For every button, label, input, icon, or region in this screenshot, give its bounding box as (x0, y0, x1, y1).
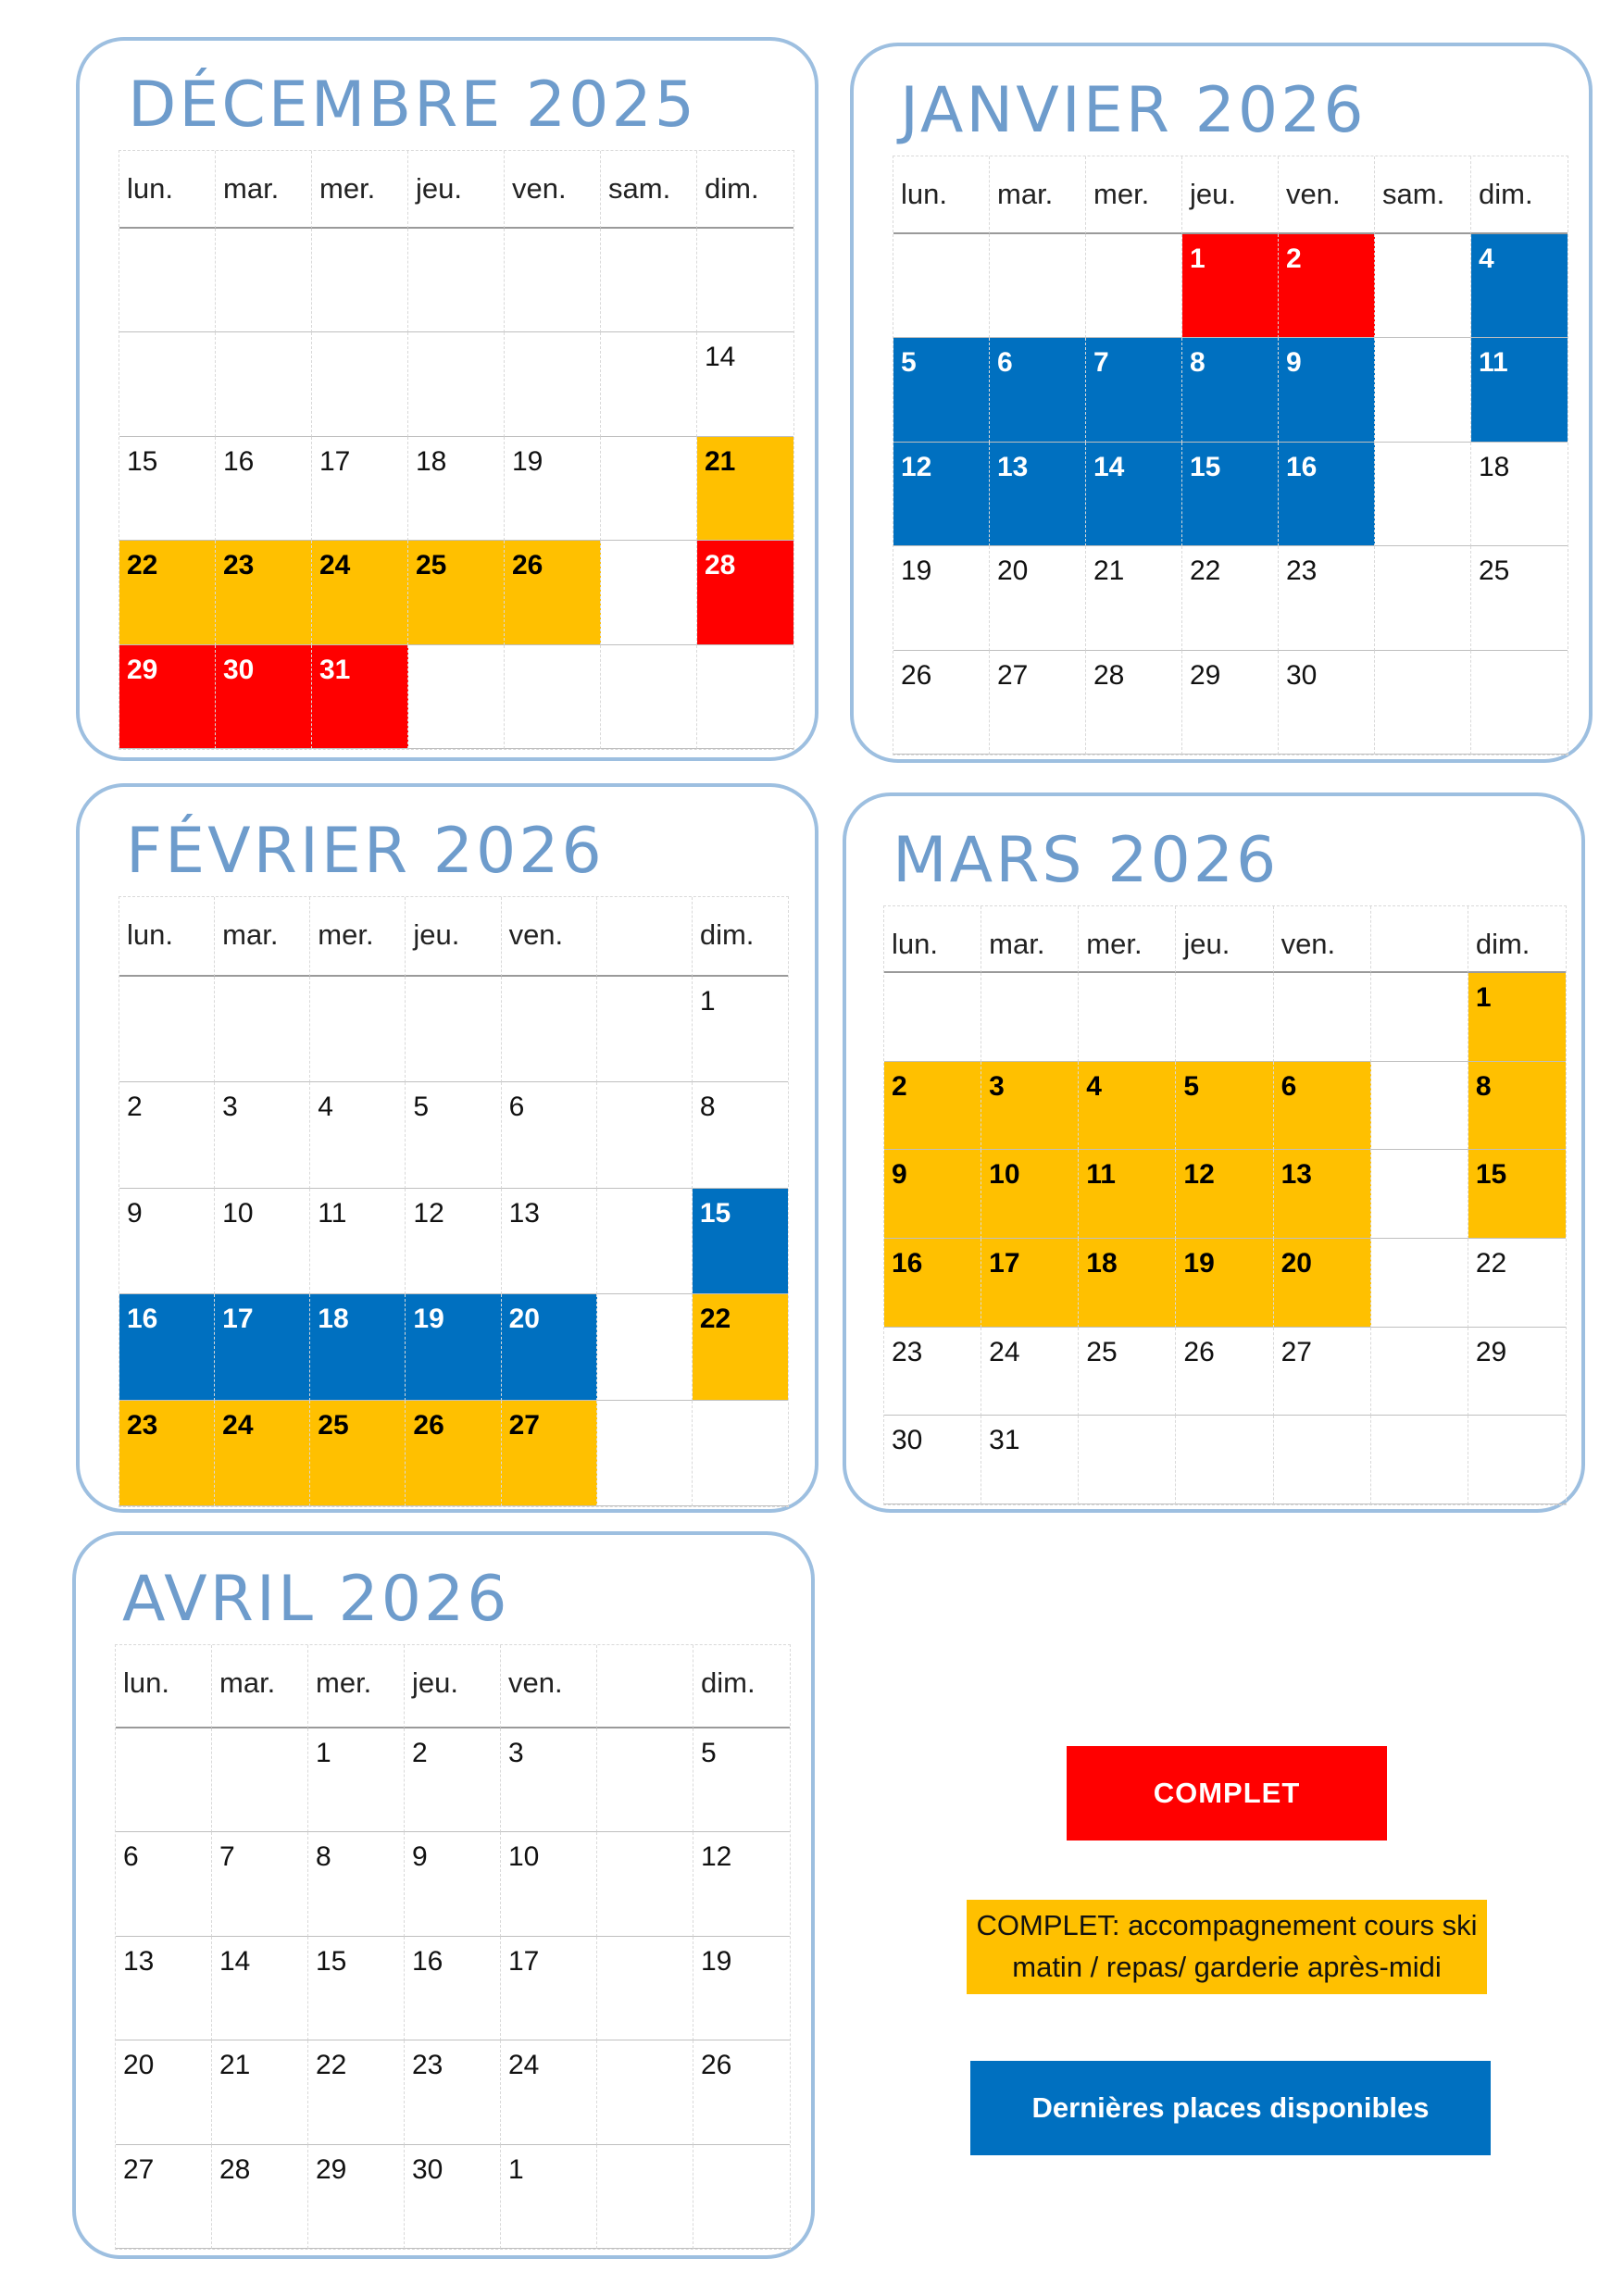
empty-day-cell (408, 229, 505, 332)
day-cell: 25 (408, 541, 505, 644)
day-cell: 18 (1079, 1239, 1176, 1328)
empty-day-cell (1375, 546, 1471, 650)
day-cell: 5 (406, 1082, 501, 1188)
day-cell: 26 (693, 2040, 790, 2144)
day-cell: 15 (119, 437, 216, 541)
empty-day-cell (116, 1728, 212, 1832)
day-cell: 19 (406, 1294, 501, 1400)
day-cell: 26 (893, 651, 990, 755)
day-cell: 2 (405, 1728, 501, 1832)
empty-day-cell (601, 437, 697, 541)
empty-day-cell (597, 1832, 693, 1936)
empty-day-cell (408, 645, 505, 749)
empty-day-cell (601, 541, 697, 644)
weekday-header: ven. (501, 1645, 597, 1728)
day-cell: 2 (884, 1062, 981, 1151)
weekday-header: mer. (312, 151, 408, 229)
day-cell: 13 (502, 1189, 597, 1294)
empty-day-cell (502, 977, 597, 1082)
empty-day-cell (119, 332, 216, 436)
day-cell: 5 (893, 338, 990, 442)
day-cell: 23 (119, 1401, 215, 1506)
day-cell: 4 (310, 1082, 406, 1188)
day-cell: 26 (406, 1401, 501, 1506)
day-cell: 30 (1279, 651, 1375, 755)
weekday-header: dim. (1468, 906, 1566, 973)
day-cell: 16 (1279, 443, 1375, 546)
day-cell: 16 (884, 1239, 981, 1328)
day-cell: 25 (310, 1401, 406, 1506)
day-cell: 19 (893, 546, 990, 650)
empty-day-cell (981, 973, 1079, 1062)
empty-day-cell (884, 973, 981, 1062)
empty-day-cell (597, 1937, 693, 2040)
day-cell: 17 (312, 437, 408, 541)
empty-day-cell (597, 2040, 693, 2144)
day-cell: 3 (215, 1082, 310, 1188)
day-cell: 11 (1079, 1150, 1176, 1239)
legend-complet-label: COMPLET (1153, 1777, 1301, 1809)
day-cell: 20 (116, 2040, 212, 2144)
day-cell: 29 (1182, 651, 1279, 755)
calendar-february-2026 (76, 783, 818, 1513)
day-cell: 22 (1182, 546, 1279, 650)
day-cell: 19 (505, 437, 601, 541)
empty-day-cell (119, 977, 215, 1082)
weekday-header (1371, 906, 1468, 973)
month-title: FÉVRIER 2026 (126, 815, 605, 888)
day-cell: 22 (1468, 1239, 1566, 1328)
empty-day-cell (597, 1082, 693, 1188)
day-cell: 30 (884, 1416, 981, 1504)
weekday-header: mer. (1086, 156, 1182, 234)
calendar-grid (115, 1644, 791, 2250)
weekday-header (597, 1645, 693, 1728)
empty-day-cell (1371, 1062, 1468, 1151)
empty-day-cell (693, 2145, 790, 2249)
day-cell: 17 (501, 1937, 597, 2040)
day-cell: 19 (1176, 1239, 1273, 1328)
day-cell: 22 (308, 2040, 405, 2144)
day-cell: 20 (502, 1294, 597, 1400)
day-cell: 28 (1086, 651, 1182, 755)
day-cell: 31 (312, 645, 408, 749)
empty-day-cell (505, 229, 601, 332)
empty-day-cell (697, 645, 793, 749)
day-cell: 18 (1471, 443, 1568, 546)
calendar-march-2026 (843, 792, 1585, 1513)
empty-day-cell (1079, 1416, 1176, 1504)
empty-day-cell (1176, 1416, 1273, 1504)
empty-day-cell (990, 234, 1086, 338)
day-cell: 8 (693, 1082, 788, 1188)
day-cell: 8 (1468, 1062, 1566, 1151)
empty-day-cell (312, 332, 408, 436)
day-cell: 23 (405, 2040, 501, 2144)
day-cell: 31 (981, 1416, 1079, 1504)
weekday-header: mar. (216, 151, 312, 229)
day-cell: 24 (215, 1401, 310, 1506)
weekday-header: ven. (505, 151, 601, 229)
weekday-header: ven. (1274, 906, 1371, 973)
day-cell: 16 (405, 1937, 501, 2040)
day-cell: 15 (1468, 1150, 1566, 1239)
weekday-header: dim. (693, 897, 788, 977)
day-cell: 6 (990, 338, 1086, 442)
day-cell: 6 (1274, 1062, 1371, 1151)
day-cell: 16 (119, 1294, 215, 1400)
empty-day-cell (119, 229, 216, 332)
day-cell: 21 (1086, 546, 1182, 650)
calendar-grid (893, 156, 1568, 755)
day-cell: 5 (693, 1728, 790, 1832)
weekday-header: lun. (119, 897, 215, 977)
empty-day-cell (1375, 651, 1471, 755)
day-cell: 19 (693, 1937, 790, 2040)
day-cell: 10 (981, 1150, 1079, 1239)
day-cell: 21 (212, 2040, 308, 2144)
empty-day-cell (1371, 1416, 1468, 1504)
weekday-header: dim. (697, 151, 793, 229)
empty-day-cell (1375, 234, 1471, 338)
day-cell: 14 (697, 332, 793, 436)
weekday-header: mer. (310, 897, 406, 977)
day-cell: 5 (1176, 1062, 1273, 1151)
weekday-header: sam. (1375, 156, 1471, 234)
empty-day-cell (693, 1401, 788, 1506)
empty-day-cell (597, 2145, 693, 2249)
day-cell: 18 (408, 437, 505, 541)
day-cell: 30 (405, 2145, 501, 2249)
calendar-grid (883, 905, 1567, 1505)
day-cell: 15 (308, 1937, 405, 2040)
empty-day-cell (597, 977, 693, 1082)
weekday-header: dim. (693, 1645, 790, 1728)
day-cell: 14 (1086, 443, 1182, 546)
day-cell: 27 (116, 2145, 212, 2249)
month-title: DÉCEMBRE 2025 (128, 69, 697, 142)
day-cell: 11 (1471, 338, 1568, 442)
month-title: MARS 2026 (893, 824, 1280, 897)
weekday-header: lun. (884, 906, 981, 973)
weekday-header: mar. (212, 1645, 308, 1728)
day-cell: 1 (308, 1728, 405, 1832)
weekday-header: jeu. (1182, 156, 1279, 234)
legend-partial-line2: matin / repas/ garderie après-midi (1012, 1951, 1442, 1983)
day-cell: 11 (310, 1189, 406, 1294)
day-cell: 7 (212, 1832, 308, 1936)
empty-day-cell (597, 1401, 693, 1506)
day-cell: 18 (310, 1294, 406, 1400)
day-cell: 27 (1274, 1328, 1371, 1416)
empty-day-cell (1371, 1328, 1468, 1416)
empty-day-cell (1079, 973, 1176, 1062)
day-cell: 28 (212, 2145, 308, 2249)
weekday-header: mer. (308, 1645, 405, 1728)
weekday-header: mar. (215, 897, 310, 977)
day-cell: 15 (693, 1189, 788, 1294)
day-cell: 1 (1182, 234, 1279, 338)
day-cell: 20 (1274, 1239, 1371, 1328)
day-cell: 25 (1471, 546, 1568, 650)
day-cell: 29 (308, 2145, 405, 2249)
day-cell: 23 (216, 541, 312, 644)
empty-day-cell (1274, 1416, 1371, 1504)
day-cell: 22 (119, 541, 216, 644)
weekday-header: dim. (1471, 156, 1568, 234)
day-cell: 22 (693, 1294, 788, 1400)
empty-day-cell (601, 332, 697, 436)
day-cell: 9 (405, 1832, 501, 1936)
day-cell: 7 (1086, 338, 1182, 442)
weekday-header: sam. (601, 151, 697, 229)
day-cell: 27 (990, 651, 1086, 755)
calendar-january-2026 (850, 43, 1593, 763)
empty-day-cell (1176, 973, 1273, 1062)
weekday-header: ven. (1279, 156, 1375, 234)
day-cell: 12 (406, 1189, 501, 1294)
empty-day-cell (310, 977, 406, 1082)
day-cell: 2 (119, 1082, 215, 1188)
day-cell: 6 (116, 1832, 212, 1936)
empty-day-cell (212, 1728, 308, 1832)
day-cell: 8 (1182, 338, 1279, 442)
empty-day-cell (505, 645, 601, 749)
day-cell: 13 (116, 1937, 212, 2040)
legend-complet (1067, 1746, 1387, 1841)
empty-day-cell (1371, 1239, 1468, 1328)
day-cell: 8 (308, 1832, 405, 1936)
weekday-header: jeu. (406, 897, 501, 977)
day-cell: 6 (502, 1082, 597, 1188)
weekday-header: jeu. (408, 151, 505, 229)
day-cell: 1 (1468, 973, 1566, 1062)
day-cell: 12 (893, 443, 990, 546)
empty-day-cell (1375, 338, 1471, 442)
empty-day-cell (215, 977, 310, 1082)
day-cell: 29 (1468, 1328, 1566, 1416)
day-cell: 23 (1279, 546, 1375, 650)
empty-day-cell (1468, 1416, 1566, 1504)
empty-day-cell (1274, 973, 1371, 1062)
day-cell: 17 (981, 1239, 1079, 1328)
day-cell: 20 (990, 546, 1086, 650)
day-cell: 25 (1079, 1328, 1176, 1416)
weekday-header (597, 897, 693, 977)
day-cell: 2 (1279, 234, 1375, 338)
empty-day-cell (216, 332, 312, 436)
day-cell: 28 (697, 541, 793, 644)
day-cell: 12 (1176, 1150, 1273, 1239)
day-cell: 24 (501, 2040, 597, 2144)
day-cell: 26 (505, 541, 601, 644)
empty-day-cell (597, 1294, 693, 1400)
empty-day-cell (893, 234, 990, 338)
weekday-header: mar. (990, 156, 1086, 234)
day-cell: 10 (215, 1189, 310, 1294)
weekday-header: lun. (893, 156, 990, 234)
day-cell: 9 (119, 1189, 215, 1294)
weekday-header: jeu. (1176, 906, 1273, 973)
month-title: JANVIER 2026 (900, 74, 1367, 147)
empty-day-cell (1086, 234, 1182, 338)
weekday-header: lun. (116, 1645, 212, 1728)
empty-day-cell (406, 977, 501, 1082)
day-cell: 3 (501, 1728, 597, 1832)
empty-day-cell (1371, 1150, 1468, 1239)
empty-day-cell (597, 1189, 693, 1294)
day-cell: 3 (981, 1062, 1079, 1151)
calendar-december-2025 (76, 37, 818, 761)
day-cell: 23 (884, 1328, 981, 1416)
day-cell: 12 (693, 1832, 790, 1936)
day-cell: 9 (884, 1150, 981, 1239)
day-cell: 10 (501, 1832, 597, 1936)
calendar-grid (119, 896, 789, 1507)
day-cell: 1 (693, 977, 788, 1082)
day-cell: 13 (1274, 1150, 1371, 1239)
empty-day-cell (1375, 443, 1471, 546)
day-cell: 21 (697, 437, 793, 541)
day-cell: 1 (501, 2145, 597, 2249)
day-cell: 24 (312, 541, 408, 644)
legend-partially-complet (967, 1900, 1487, 1994)
day-cell: 15 (1182, 443, 1279, 546)
day-cell: 16 (216, 437, 312, 541)
empty-day-cell (216, 229, 312, 332)
calendar-april-2026 (72, 1531, 815, 2259)
day-cell: 14 (212, 1937, 308, 2040)
empty-day-cell (601, 229, 697, 332)
day-cell: 17 (215, 1294, 310, 1400)
day-cell: 27 (502, 1401, 597, 1506)
empty-day-cell (408, 332, 505, 436)
weekday-header: ven. (502, 897, 597, 977)
day-cell: 13 (990, 443, 1086, 546)
empty-day-cell (1371, 973, 1468, 1062)
empty-day-cell (312, 229, 408, 332)
day-cell: 30 (216, 645, 312, 749)
empty-day-cell (505, 332, 601, 436)
day-cell: 4 (1079, 1062, 1176, 1151)
day-cell: 26 (1176, 1328, 1273, 1416)
month-title: AVRIL 2026 (122, 1563, 510, 1636)
day-cell: 29 (119, 645, 216, 749)
calendar-grid (119, 150, 794, 750)
empty-day-cell (601, 645, 697, 749)
weekday-header: lun. (119, 151, 216, 229)
legend-partial-line1: COMPLET: accompagnement cours ski (976, 1909, 1478, 1942)
weekday-header: mer. (1079, 906, 1176, 973)
empty-day-cell (697, 229, 793, 332)
day-cell: 9 (1279, 338, 1375, 442)
weekday-header: mar. (981, 906, 1079, 973)
empty-day-cell (597, 1728, 693, 1832)
legend-last-places (970, 2061, 1491, 2155)
legend-last-places-label: Dernières places disponibles (1031, 2091, 1430, 2124)
day-cell: 24 (981, 1328, 1079, 1416)
day-cell: 4 (1471, 234, 1568, 338)
empty-day-cell (1471, 651, 1568, 755)
weekday-header: jeu. (405, 1645, 501, 1728)
